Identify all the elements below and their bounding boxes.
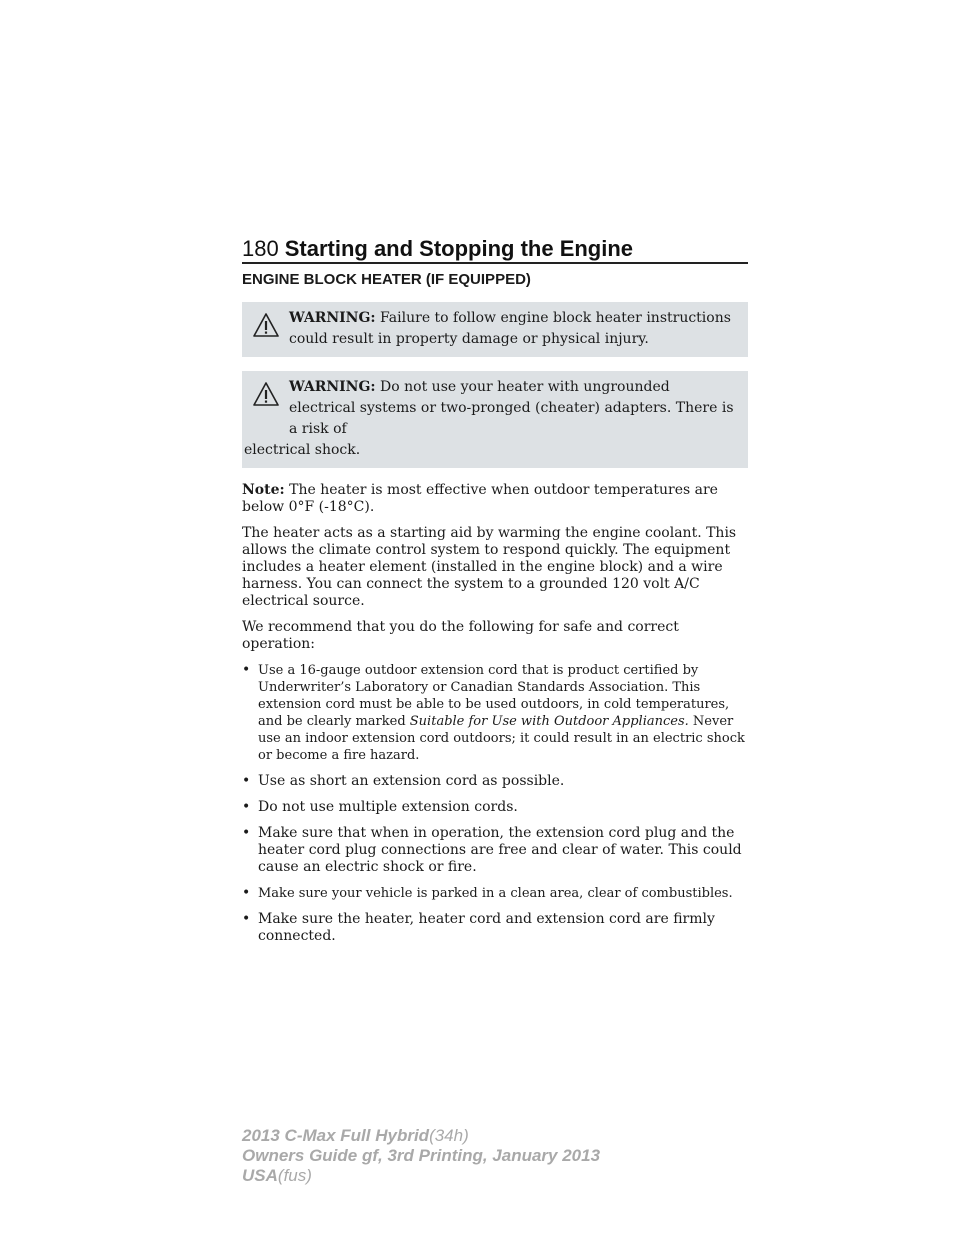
- note-paragraph: [242, 482, 748, 516]
- page-content: [242, 270, 748, 954]
- list-item-text: Use a 16-gauge outdoor extension cord that is product certified by Underwriter’s Laboratory or Canadian Standards Association. This extension cord must be able to be used outdoors, in cold temperatures, and be clearly marked: [258, 663, 730, 729]
- list-item-italic: Suitable for Use with Outdoor Appliances.: [409, 714, 689, 729]
- list-item-text: Never use an indoor extension cord outdoors; it could result in an electric shock or become a fire hazard.: [258, 714, 745, 763]
- warning-box-2: [242, 371, 748, 468]
- warning-label: WARNING:: [289, 379, 376, 395]
- bullet-icon: •: [242, 825, 251, 841]
- bullet-icon: •: [242, 885, 251, 901]
- page-number: 180: [242, 236, 279, 261]
- bullet-icon: •: [242, 911, 251, 927]
- list-item-text: Do not use multiple extension cords.: [258, 799, 518, 815]
- footer-model-code: (34h): [429, 1126, 469, 1145]
- bullet-icon: •: [242, 799, 251, 815]
- warning-label: WARNING:: [289, 310, 376, 326]
- body-paragraph: The heater acts as a starting aid by warming the engine coolant. This allows the climate control system to respond quickly. The equipment includes a heater element (installed in the engine block) and a wire harness. You can connect the system to a grounded 120 volt A/C electrical source.: [242, 525, 737, 609]
- note-text: The heater is most effective when outdoor temperatures are below 0°F (-18°C).: [242, 482, 718, 515]
- body-paragraph: We recommend that you do the following for safe and correct operation:: [242, 619, 679, 652]
- footer-line: [242, 1166, 600, 1186]
- note-label: Note:: [242, 482, 285, 498]
- list-item: [242, 799, 748, 816]
- list-item-text: Use as short an extension cord as possible.: [258, 773, 565, 789]
- warning-body-tail: electrical shock.: [244, 442, 361, 458]
- footer-market-code: (fus): [277, 1166, 312, 1185]
- warning-text: [242, 308, 738, 350]
- list-item-text: Make sure the heater, heater cord and extension cord are firmly connected.: [258, 911, 715, 944]
- bullet-icon: •: [242, 662, 251, 678]
- warning-triangle-icon: [252, 381, 280, 407]
- section-heading: ENGINE BLOCK HEATER (IF EQUIPPED): [242, 271, 531, 288]
- list-item: [242, 662, 748, 764]
- warning-body: Do not use your heater with ungrounded electrical systems or two-pronged (cheater) adapters. There is a risk of: [289, 379, 734, 437]
- list-item: [242, 885, 748, 902]
- warning-text: [242, 377, 738, 440]
- warning-box-1: [242, 302, 748, 357]
- list-item: [242, 825, 748, 876]
- footer-model: 2013 C-Max Full Hybrid: [242, 1126, 430, 1145]
- footer-line: [242, 1126, 600, 1146]
- list-item: [242, 773, 748, 790]
- list-item-text: Make sure that when in operation, the extension cord plug and the heater cord plug connections are free and clear of water. This could cause an electric shock or fire.: [258, 825, 742, 875]
- footer-market: USA: [242, 1166, 278, 1185]
- chapter-title: Starting and Stopping the Engine: [284, 236, 634, 261]
- list-item-text: Make sure your vehicle is parked in a clean area, clear of combustibles.: [258, 886, 733, 901]
- page-header: [242, 232, 748, 264]
- warning-triangle-icon: [252, 312, 280, 338]
- warning-body: Failure to follow engine block heater instructions could result in property damage or physical injury.: [289, 310, 731, 347]
- bullet-icon: •: [242, 773, 251, 789]
- recommendation-list: [242, 662, 748, 945]
- footer-line: Owners Guide gf, 3rd Printing, January 2013: [242, 1146, 601, 1165]
- print-footer: [242, 1126, 600, 1186]
- list-item: [242, 911, 748, 945]
